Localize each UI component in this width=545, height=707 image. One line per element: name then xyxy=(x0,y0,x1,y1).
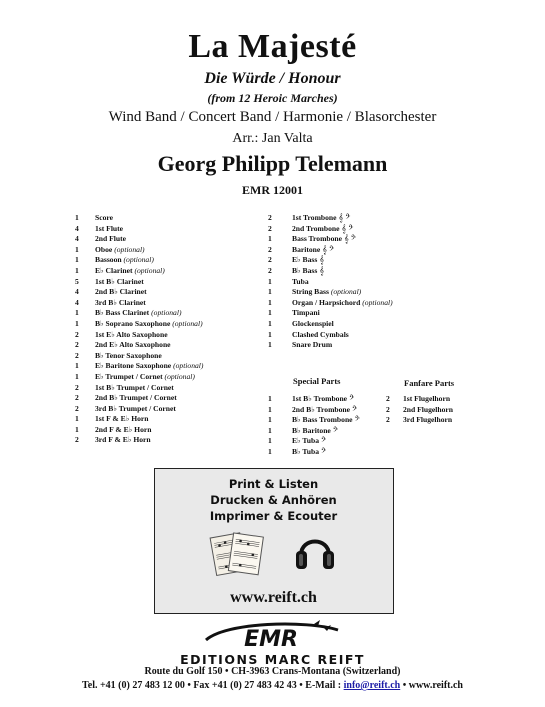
fanfare-parts-list xyxy=(386,394,453,426)
part-name: 1st B♭ Clarinet xyxy=(95,276,144,286)
clef-icon: 𝄢 xyxy=(352,404,358,414)
part-row xyxy=(75,361,203,372)
part-row xyxy=(75,298,203,309)
part-name: Bass Trombone xyxy=(292,234,343,244)
sheet-music-icon xyxy=(209,529,265,577)
part-name: Organ / Harpsichord xyxy=(292,297,361,307)
part-row xyxy=(75,266,203,277)
part-name: Glockenspiel xyxy=(292,318,334,328)
part-count: 1 xyxy=(75,213,79,222)
part-name: Clashed Cymbals xyxy=(292,329,349,339)
part-count: 1 xyxy=(268,446,272,456)
optional-note: (optional) xyxy=(121,255,154,265)
clef-icon: 𝄞 𝄢 xyxy=(322,244,335,254)
parts-list-right xyxy=(268,213,393,351)
part-name: Bassoon xyxy=(95,255,122,265)
part-name: String Bass xyxy=(292,287,329,297)
clef-icon: 𝄢 xyxy=(349,394,355,403)
website-link[interactable]: www.reift.ch xyxy=(230,589,317,606)
part-row xyxy=(386,394,453,405)
part-count: 1 xyxy=(75,255,79,265)
part-count: 1 xyxy=(268,425,272,435)
part-row xyxy=(268,234,393,245)
part-name: 1st Flute xyxy=(95,223,124,233)
part-name: 2nd B♭ Trombone xyxy=(292,404,351,414)
promo-line-1: Print & Listen xyxy=(228,477,319,491)
special-parts-heading: Special Parts xyxy=(293,376,341,386)
part-count: 2 xyxy=(386,415,390,425)
part-row xyxy=(75,224,203,235)
optional-note: (optional) xyxy=(132,265,165,275)
part-name: B♭ Baritone xyxy=(292,425,331,435)
clef-icon: 𝄢 xyxy=(321,436,327,446)
clef-icon: 𝄢 xyxy=(354,415,360,425)
catalog-number: EMR 12001 xyxy=(242,183,303,197)
part-count: 2 xyxy=(75,382,79,392)
part-name: 2nd B♭ Trumpet / Cornet xyxy=(95,393,177,403)
contact-website: • www.reift.ch xyxy=(400,680,463,691)
part-name: B♭ Soprano Saxophone xyxy=(95,318,171,328)
clef-icon: 𝄞 𝄢 xyxy=(344,234,356,244)
clef-icon: 𝄞 xyxy=(319,265,325,275)
email-link[interactable]: info@reift.ch xyxy=(343,680,401,691)
part-row xyxy=(75,245,203,256)
part-count: 4 xyxy=(75,223,79,233)
part-row xyxy=(268,298,393,309)
part-name: 2nd F & E♭ Horn xyxy=(95,424,152,434)
part-count: 2 xyxy=(386,404,390,414)
clef-icon: 𝄞 xyxy=(319,255,325,265)
composer-name: Georg Philipp Telemann xyxy=(157,151,388,176)
part-row xyxy=(386,415,453,426)
part-name: Baritone xyxy=(292,244,321,254)
part-count: 2 xyxy=(268,213,272,222)
part-row xyxy=(268,224,393,235)
part-count: 1 xyxy=(268,287,272,297)
part-name: B♭ Bass xyxy=(292,265,318,275)
part-count: 2 xyxy=(75,340,79,350)
part-name: 3rd B♭ Clarinet xyxy=(95,297,146,307)
part-name: 1st Flugelhorn xyxy=(403,394,451,403)
part-count: 2 xyxy=(386,394,390,403)
part-count: 1 xyxy=(75,265,79,275)
special-parts-list xyxy=(268,394,360,458)
part-row xyxy=(268,405,360,416)
part-count: 1 xyxy=(268,276,272,286)
part-row xyxy=(268,426,360,437)
part-count: 4 xyxy=(75,297,79,307)
part-count: 2 xyxy=(75,393,79,403)
part-name: 1st Trombone xyxy=(292,213,337,222)
part-row xyxy=(268,308,393,319)
part-name: B♭ Tuba xyxy=(292,446,320,456)
part-count: 2 xyxy=(268,223,272,233)
part-row xyxy=(75,372,203,383)
part-name: 1st B♭ Trombone xyxy=(292,394,348,403)
promo-line-2: Drucken & Anhören xyxy=(210,493,337,507)
collection-note: (from 12 Heroic Marches) xyxy=(207,91,338,105)
part-name: 2nd Flute xyxy=(95,234,127,244)
optional-note: (optional) xyxy=(360,297,393,307)
part-name: 3rd Flugelhorn xyxy=(403,415,453,425)
optional-note: (optional) xyxy=(149,308,182,318)
part-count: 1 xyxy=(268,340,272,350)
part-name: B♭ Tenor Saxophone xyxy=(95,350,162,360)
part-count: 1 xyxy=(75,424,79,434)
part-name: B♭ Bass Trombone xyxy=(292,415,353,425)
contact-line xyxy=(0,680,545,691)
arranger-line: Arr.: Jan Valta xyxy=(232,131,313,146)
part-name: Oboe xyxy=(95,244,113,254)
svg-text:EMR: EMR xyxy=(244,627,298,650)
part-row xyxy=(75,213,203,224)
optional-note: (optional) xyxy=(112,244,145,254)
part-name: Score xyxy=(95,213,113,222)
part-name: 2nd Trombone xyxy=(292,223,340,233)
part-count: 4 xyxy=(75,234,79,244)
part-count: 2 xyxy=(268,255,272,265)
part-row xyxy=(386,405,453,416)
clef-icon: 𝄢 xyxy=(321,446,327,456)
part-count: 1 xyxy=(268,415,272,425)
part-count: 1 xyxy=(75,308,79,318)
optional-note: (optional) xyxy=(171,361,204,371)
part-name: 3rd F & E♭ Horn xyxy=(95,435,151,445)
part-row xyxy=(268,447,360,458)
clef-icon: 𝄢 xyxy=(332,425,338,435)
part-row xyxy=(268,436,360,447)
part-row xyxy=(75,435,203,446)
part-count: 2 xyxy=(75,350,79,360)
part-row xyxy=(268,245,393,256)
part-row xyxy=(268,319,393,330)
part-row xyxy=(268,415,360,426)
part-row xyxy=(75,383,203,394)
part-row xyxy=(268,394,360,405)
optional-note: (optional) xyxy=(328,287,362,297)
piece-title: La Majesté xyxy=(188,28,357,65)
part-name: E♭ Bass xyxy=(292,255,318,265)
part-row xyxy=(75,330,203,341)
part-name: Timpani xyxy=(292,308,320,318)
part-row xyxy=(75,393,203,404)
part-count: 1 xyxy=(268,404,272,414)
part-row xyxy=(75,234,203,245)
part-name: E♭ Trumpet / Cornet xyxy=(95,371,163,381)
part-row xyxy=(268,213,393,224)
part-row xyxy=(75,425,203,436)
publisher-address: Route du Golf 150 • CH-3963 Crans-Montana (Switzerland) xyxy=(144,666,401,677)
headphones-icon xyxy=(293,527,337,573)
part-count: 2 xyxy=(75,403,79,413)
part-count: 1 xyxy=(75,361,79,371)
part-row xyxy=(75,340,203,351)
part-count: 2 xyxy=(268,244,272,254)
part-row xyxy=(75,351,203,362)
part-count: 1 xyxy=(268,297,272,307)
optional-note: (optional) xyxy=(170,318,203,328)
part-name: 3rd B♭ Trumpet / Cornet xyxy=(95,403,176,413)
part-count: 1 xyxy=(268,329,272,339)
part-count: 1 xyxy=(75,318,79,328)
publisher-name: EDITIONS MARC REIFT xyxy=(180,652,365,667)
fanfare-parts-heading: Fanfare Parts xyxy=(404,378,455,388)
ensemble-line: Wind Band / Concert Band / Harmonie / Blasorchester xyxy=(108,109,437,125)
part-name: 2nd Flugelhorn xyxy=(403,404,454,414)
part-row xyxy=(268,330,393,341)
part-name: E♭ Clarinet xyxy=(95,265,133,275)
part-row xyxy=(268,266,393,277)
part-count: 1 xyxy=(75,414,79,424)
part-count: 1 xyxy=(268,394,272,403)
contact-phone-fax: Tel. +41 (0) 27 483 12 00 • Fax +41 (0) 27 483 42 43 • E-Mail : xyxy=(82,680,344,691)
part-count: 4 xyxy=(75,287,79,297)
part-row xyxy=(75,319,203,330)
part-row xyxy=(268,340,393,351)
part-row xyxy=(75,255,203,266)
part-row xyxy=(75,404,203,415)
part-count: 1 xyxy=(268,436,272,446)
part-row xyxy=(268,255,393,266)
part-row xyxy=(268,287,393,298)
print-listen-box[interactable] xyxy=(154,468,394,614)
part-name: 1st B♭ Trumpet / Cornet xyxy=(95,382,174,392)
part-name: 1st F & E♭ Horn xyxy=(95,414,149,424)
part-count: 1 xyxy=(75,244,79,254)
part-name: 2nd E♭ Alto Saxophone xyxy=(95,340,171,350)
part-name: B♭ Bass Clarinet xyxy=(95,308,150,318)
part-count: 1 xyxy=(75,371,79,381)
part-row xyxy=(75,308,203,319)
part-count: 1 xyxy=(268,234,272,244)
clef-icon: 𝄞 𝄢 xyxy=(341,223,354,233)
part-name: E♭ Baritone Saxophone xyxy=(95,361,172,371)
clef-icon: 𝄞 𝄢 xyxy=(338,213,351,222)
part-count: 2 xyxy=(75,329,79,339)
piece-subtitle: Die Würde / Honour xyxy=(204,70,341,87)
part-count: 1 xyxy=(268,318,272,328)
part-row xyxy=(75,414,203,425)
part-row xyxy=(75,287,203,298)
parts-list-left xyxy=(75,213,203,446)
promo-line-3: Imprimer & Ecouter xyxy=(209,509,338,523)
part-name: 1st E♭ Alto Saxophone xyxy=(95,329,168,339)
emr-logo xyxy=(196,618,346,650)
part-count: 5 xyxy=(75,276,79,286)
part-name: Tuba xyxy=(292,276,309,286)
part-count: 2 xyxy=(268,265,272,275)
part-name: E♭ Tuba xyxy=(292,436,320,446)
part-name: Snare Drum xyxy=(292,340,333,350)
part-row xyxy=(268,277,393,288)
part-count: 2 xyxy=(75,435,79,445)
optional-note: (optional) xyxy=(162,371,195,381)
part-name: 2nd B♭ Clarinet xyxy=(95,287,147,297)
part-row xyxy=(75,277,203,288)
part-count: 1 xyxy=(268,308,272,318)
